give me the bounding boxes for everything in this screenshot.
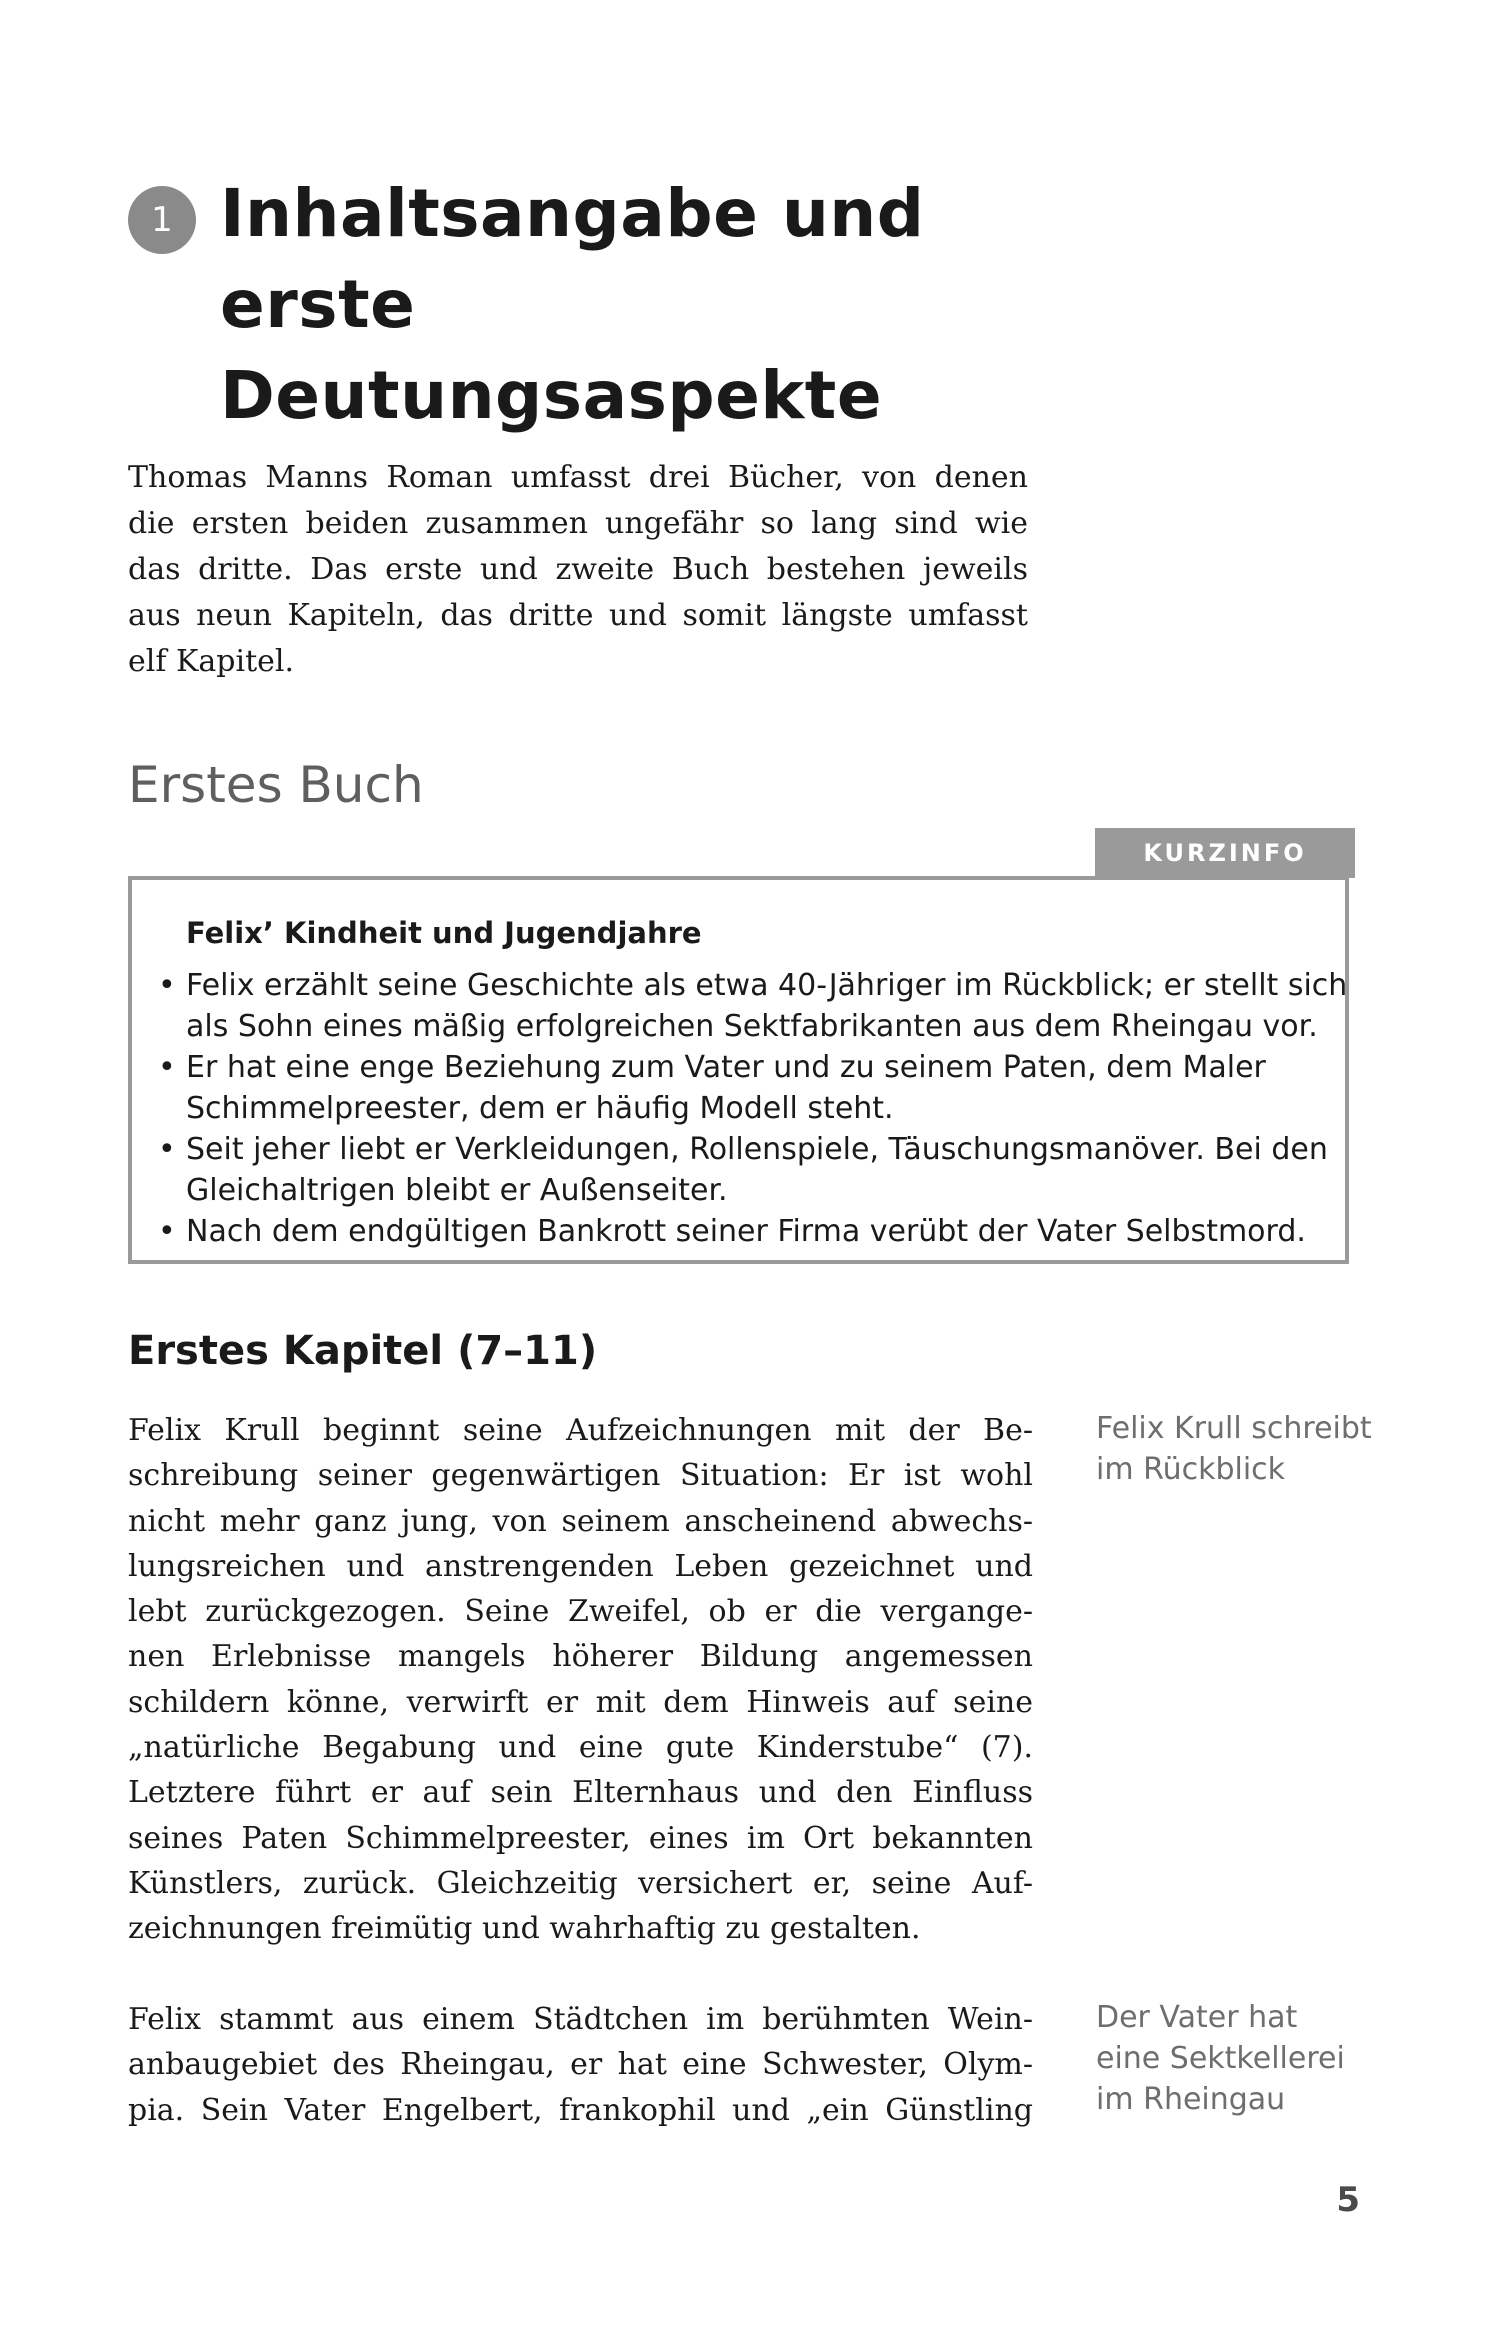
- chapter-title: [220, 168, 1128, 441]
- margin-note-line: im Rheingau: [1096, 2082, 1286, 2117]
- kurzinfo-item-line: Er hat eine enge Beziehung zum Vater und zu seinem Paten, dem Maler: [186, 1050, 1266, 1085]
- kurzinfo-box: [128, 876, 1349, 1264]
- kurzinfo-item-line: Gleichaltrigen bleibt er Außenseiter.: [186, 1173, 728, 1208]
- margin-note: [1096, 1997, 1416, 2120]
- body-paragraph: [128, 1997, 1033, 2133]
- kapitel-heading: Erstes Kapitel (7–11): [128, 1328, 598, 1374]
- body-line: nicht mehr ganz jung, von seinem anscheinend abwechs-: [128, 1503, 1033, 1539]
- body-line: nen Erlebnisse mangels höherer Bildung angemessen: [128, 1639, 1033, 1675]
- intro-line: Thomas Manns Roman umfasst drei Bücher, von denen: [128, 460, 1028, 495]
- body-line: Künstlers, zurück. Gleichzeitig versichert er, seine Auf-: [128, 1865, 1033, 1901]
- body-line: Letztere führt er auf sein Elternhaus und den Einfluss: [128, 1775, 1033, 1811]
- bullet-icon: •: [158, 1214, 176, 1249]
- page-number: 5: [1336, 2180, 1360, 2220]
- kurzinfo-list: [158, 965, 1348, 1252]
- bullet-icon: •: [158, 1050, 176, 1085]
- body-line: schreibung seiner gegenwärtigen Situation: Er ist wohl: [128, 1458, 1033, 1494]
- kurzinfo-title: Felix’ Kindheit und Jugendjahre: [186, 916, 702, 950]
- kurzinfo-item-line: Felix erzählt seine Geschichte als etwa 40-Jähriger im Rückblick; er stellt sich: [186, 968, 1348, 1003]
- margin-note: [1096, 1408, 1416, 1490]
- body-line: pia. Sein Vater Engelbert, frankophil und „ein Günstling: [128, 2092, 1033, 2128]
- body-line: zeichnungen freimütig und wahrhaftig zu gestalten.: [128, 1911, 921, 1947]
- intro-paragraph: [128, 455, 1028, 685]
- chapter-title-line: Inhaltsangabe und erste: [220, 175, 925, 343]
- margin-note-line: Felix Krull schreibt: [1096, 1411, 1372, 1446]
- bullet-icon: •: [158, 1132, 176, 1167]
- body-line: lebt zurückgezogen. Seine Zweifel, ob er die vergange-: [128, 1594, 1033, 1630]
- kurzinfo-item-line: Schimmelpreester, dem er häufig Modell steht.: [186, 1091, 894, 1126]
- kurzinfo-item-line: Seit jeher liebt er Verkleidungen, Rollenspiele, Täuschungsmanöver. Bei den: [186, 1132, 1328, 1167]
- intro-line: die ersten beiden zusammen ungefähr so lang sind wie: [128, 506, 1028, 541]
- intro-line: das dritte. Das erste und zweite Buch bestehen jeweils: [128, 552, 1028, 587]
- section-heading: Erstes Buch: [128, 756, 424, 814]
- margin-note-line: Der Vater hat: [1096, 2000, 1298, 2035]
- kurzinfo-item: [158, 1047, 1328, 1129]
- kurzinfo-tab: KURZINFO: [1095, 828, 1355, 878]
- body-line: anbaugebiet des Rheingau, er hat eine Schwester, Olym-: [128, 2047, 1033, 2083]
- body-line: lungsreichen und anstrengenden Leben gezeichnet und: [128, 1548, 1033, 1584]
- body-line: Felix stammt aus einem Städtchen im berühmten Wein-: [128, 2002, 1033, 2037]
- body-line: Felix Krull beginnt seine Aufzeichnungen mit der Be-: [128, 1413, 1033, 1448]
- body-line: seines Paten Schimmelpreester, eines im Ort bekannten: [128, 1820, 1033, 1856]
- kurzinfo-item: [158, 965, 1348, 1047]
- kurzinfo-item-line: als Sohn eines mäßig erfolgreichen Sektfabrikanten aus dem Rheingau vor.: [186, 1009, 1318, 1044]
- body-line: „natürliche Begabung und eine gute Kinderstube“ (7).: [128, 1730, 1033, 1766]
- kurzinfo-item: [158, 1129, 1328, 1211]
- intro-line: elf Kapitel.: [128, 644, 295, 679]
- chapter-number-badge: 1: [128, 186, 196, 254]
- body-line: schildern könne, verwirft er mit dem Hinweis auf seine: [128, 1684, 1033, 1720]
- kurzinfo-item: [158, 1211, 1328, 1252]
- margin-note-line: im Rückblick: [1096, 1452, 1286, 1487]
- kurzinfo-item-line: Nach dem endgültigen Bankrott seiner Firma verübt der Vater Selbstmord.: [186, 1214, 1306, 1249]
- margin-note-line: eine Sektkellerei: [1096, 2041, 1345, 2076]
- bullet-icon: •: [158, 968, 176, 1003]
- body-paragraph: [128, 1408, 1033, 1952]
- intro-line: aus neun Kapiteln, das dritte und somit längste umfasst: [128, 598, 1028, 633]
- chapter-title-line: Deutungsaspekte: [220, 357, 883, 434]
